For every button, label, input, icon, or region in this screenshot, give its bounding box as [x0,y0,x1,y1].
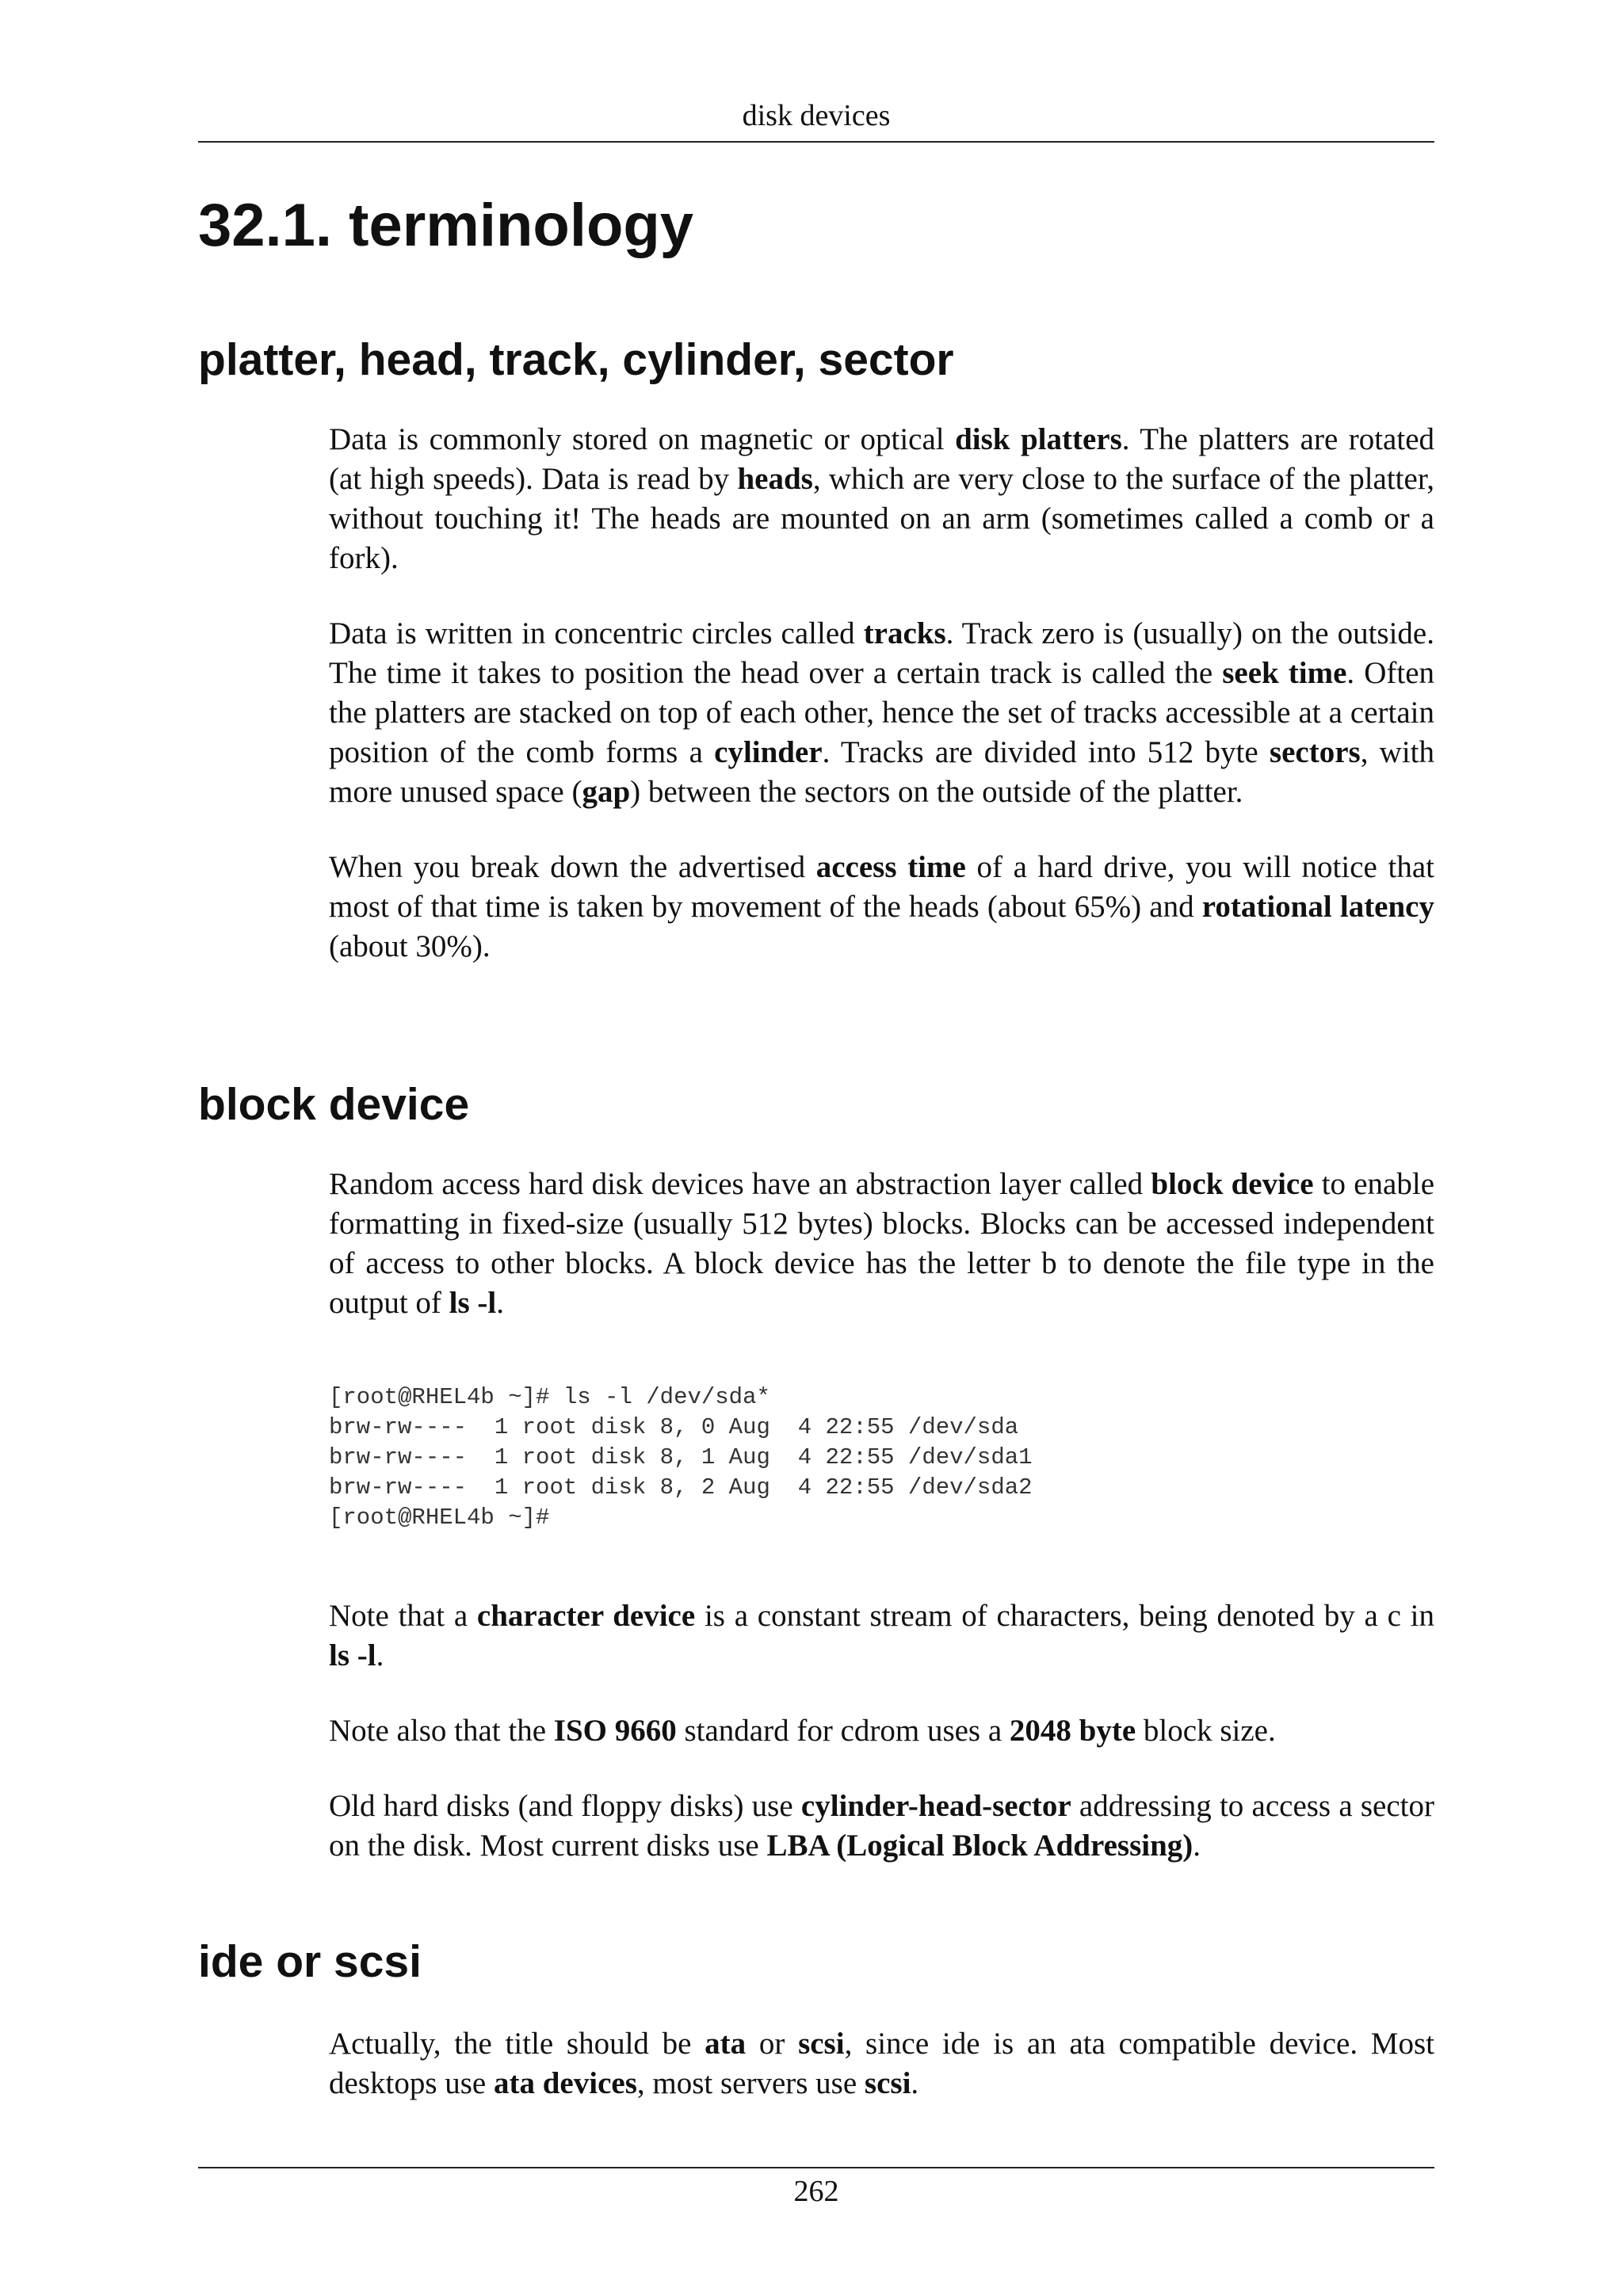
paragraph: When you break down the advertised access time of a hard drive, you will notice that most of that time is taken by movement of the heads (about 65%) and rotational latency (about 30%). [329,850,1434,963]
term: LBA (Logical Block Addressing) [766,1829,1193,1863]
code-listing: [root@RHEL4b ~]# ls -l /dev/sda* brw-rw---- 1 root disk 8, 0 Aug 4 22:55 /dev/sda brw-rw---- 1 root disk 8, 1 Aug 4 22:55 /dev/sda1 brw-rw---- 1 root disk 8, 2 Aug 4 22:55 /dev/sda2 [root@RHEL4b ~]# [329,1384,1033,1531]
section-body-platter [329,420,1434,967]
term: sectors [1269,735,1361,769]
running-header: disk devices [198,93,1434,143]
paragraph: Random access hard disk devices have an abstraction layer called block device to enable formatting in fixed-size (usually 512 bytes) blocks. Blocks can be accessed independent of access to other blocks. A block device has the letter b to denote the file type in the output of ls -l. [329,1167,1435,1320]
term: tracks [863,616,946,650]
term: character device [476,1599,696,1633]
section-body-block-device-continued [329,1596,1434,1866]
section-body-ide-or-scsi [329,2024,1434,2103]
page-number: 262 [198,2167,1434,2211]
paragraph: Note also that the ISO 9660 standard for cdrom uses a 2048 byte block size. [329,1714,1276,1748]
term: access time [815,850,966,884]
term: cylinder [714,735,823,769]
term: gap [582,775,631,809]
section-body-block-device [329,1165,1434,1323]
term: ata [705,2027,747,2061]
term: scsi [798,2027,845,2061]
term: ls -l [329,1638,376,1672]
section-title-ide-or-scsi: ide or scsi [198,1936,422,1987]
paragraph: Note that a character device is a constant stream of characters, being denoted by a c in ls -l. [329,1599,1434,1672]
paragraph: Old hard disks (and floppy disks) use cylinder-head-sector addressing to access a sector on the disk. Most current disks use LBA (Logical Block Addressing). [329,1789,1434,1863]
term: rotational latency [1201,890,1434,924]
term: disk platters [955,422,1122,456]
section-title-platter: platter, head, track, cylinder, sector [198,334,954,385]
term: block device [1151,1167,1314,1201]
chapter-title: 32.1. terminology [198,192,694,259]
paragraph: Actually, the title should be ata or scsi, since ide is an ata compatible device. Most desktops use ata devices, most servers use scsi. [329,2027,1434,2100]
term: ata devices [494,2066,637,2100]
paragraph: Data is written in concentric circles called tracks. Track zero is (usually) on the outside. The time it takes to position the head over a certain track is called the seek time. Often the platters are stacked on top of each other, hence the set of tracks accessible at a certain position of the comb forms a cylinder. Tracks are divided into 512 byte sectors, with more unused space (gap) between the sectors on the outside of the platter. [329,616,1435,809]
term: seek time [1222,656,1347,690]
term: heads [737,462,813,496]
term: cylinder-head-sector [800,1789,1071,1823]
section-title-block-device: block device [198,1079,470,1130]
term: 2048 byte [1009,1714,1136,1748]
term: ISO 9660 [553,1714,677,1748]
term: ls -l [449,1286,497,1320]
term: scsi [864,2066,911,2100]
paragraph: Data is commonly stored on magnetic or optical disk platters. The platters are rotated (at high speeds). Data is read by heads, which are very close to the surface of the platter, without touching it! The heads are mounted on an arm (sometimes called a comb or a fork). [329,422,1435,575]
